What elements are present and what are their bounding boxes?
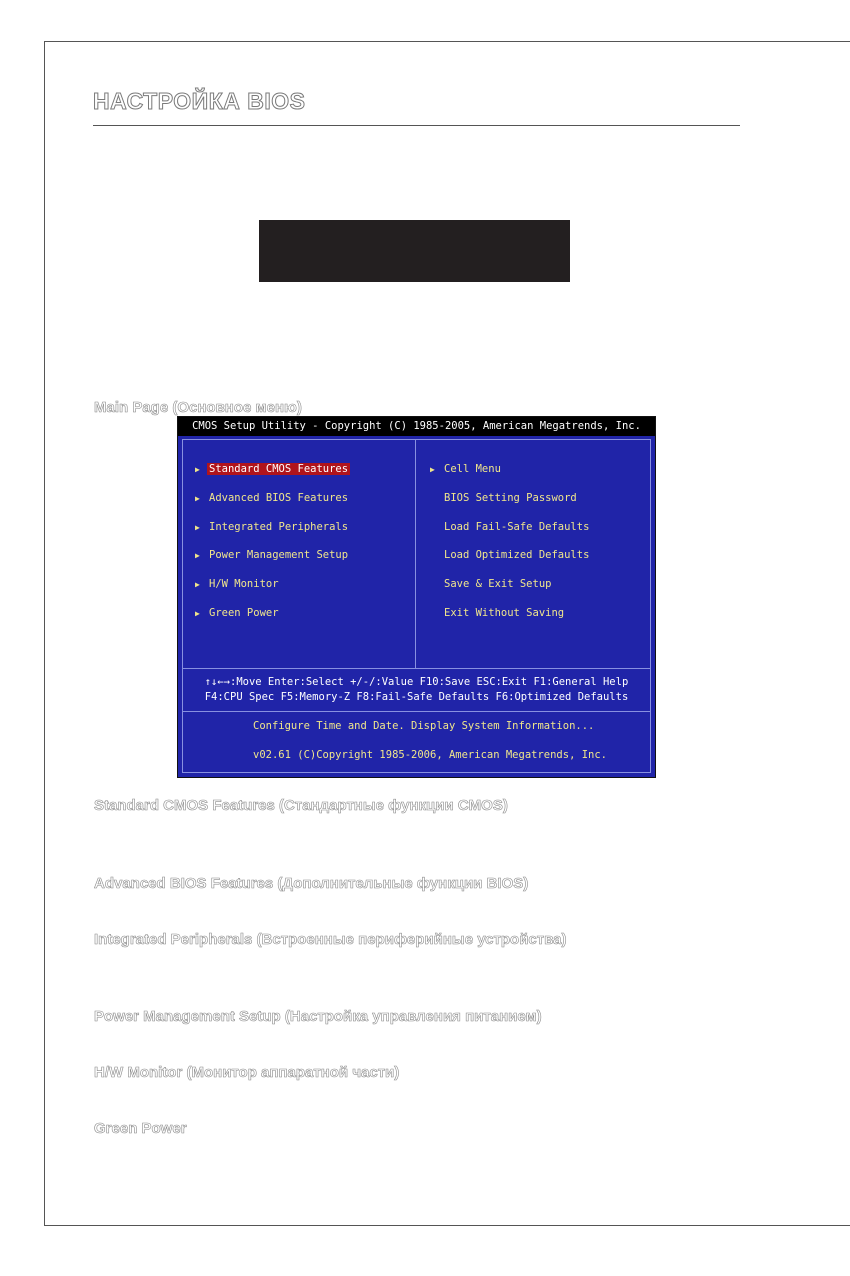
section-heading-power-management: Power Management Setup (Настройка управления питанием): [94, 1008, 542, 1025]
section-heading-integrated-peripherals: Integrated Peripherals (Встроенные периферийные устройства): [94, 931, 567, 948]
bios-menu-exit-without-saving[interactable]: Exit Without Saving: [444, 607, 565, 619]
bios-help-keys-2: F4:CPU Spec F5:Memory-Z F8:Fail-Safe Defaults F6:Optimized Defaults: [204, 691, 629, 703]
triangle-right-icon: ▶: [195, 580, 200, 589]
bios-menu-save-exit[interactable]: Save & Exit Setup: [444, 578, 552, 590]
triangle-right-icon: ▶: [195, 551, 200, 560]
bios-menu-green-power[interactable]: ▶ Green Power: [195, 607, 279, 619]
bios-screenshot: [177, 416, 656, 778]
bios-menu-power-management[interactable]: ▶ Power Management Setup: [195, 549, 349, 561]
triangle-right-icon: ▶: [195, 465, 200, 474]
bios-menu-setting-password[interactable]: BIOS Setting Password: [444, 492, 577, 504]
bios-info-divider: [183, 711, 650, 712]
bios-menu-hw-monitor[interactable]: ▶ H/W Monitor: [195, 578, 279, 590]
page-title: НАСТРОЙКА BIOS: [93, 88, 306, 114]
triangle-right-icon: ▶: [195, 494, 200, 503]
main-page-caption: Main Page (Основное меню): [94, 399, 302, 416]
bios-help-divider: [183, 668, 650, 669]
bios-menu-cell-menu[interactable]: ▶ Cell Menu: [430, 463, 501, 475]
bios-menu-load-failsafe[interactable]: Load Fail-Safe Defaults: [444, 521, 590, 533]
section-heading-green-power: Green Power: [94, 1120, 187, 1137]
bios-menu-advanced-bios[interactable]: ▶ Advanced BIOS Features: [195, 492, 349, 504]
bios-item-description: Configure Time and Date. Display System Information...: [253, 720, 595, 732]
bios-column-divider: [415, 440, 416, 668]
triangle-right-icon: ▶: [430, 465, 435, 474]
bios-menu-load-optimized[interactable]: Load Optimized Defaults: [444, 549, 590, 561]
bios-help-keys-1: ↑↓←→:Move Enter:Select +/-/:Value F10:Save ESC:Exit F1:General Help: [204, 676, 629, 688]
section-heading-advanced-bios: Advanced BIOS Features (Дополнительные функции BIOS): [94, 875, 529, 892]
triangle-right-icon: ▶: [195, 523, 200, 532]
bios-menu-integrated-peripherals[interactable]: ▶ Integrated Peripherals: [195, 521, 349, 533]
triangle-right-icon: ▶: [195, 609, 200, 618]
bios-title-bar: CMOS Setup Utility - Copyright (C) 1985-2005, American Megatrends, Inc.: [178, 417, 655, 436]
bios-menu-standard-cmos[interactable]: ▶ Standard CMOS Features: [195, 463, 349, 475]
section-heading-standard-cmos: Standard CMOS Features (Стандартные функции CMOS): [94, 797, 508, 814]
title-divider: [93, 125, 740, 126]
redacted-box: [259, 220, 570, 282]
section-heading-hw-monitor: H/W Monitor (Монитор аппаратной части): [94, 1064, 400, 1081]
bios-version: v02.61 (C)Copyright 1985-2006, American Megatrends, Inc.: [253, 749, 608, 761]
bios-panel: [182, 439, 651, 773]
